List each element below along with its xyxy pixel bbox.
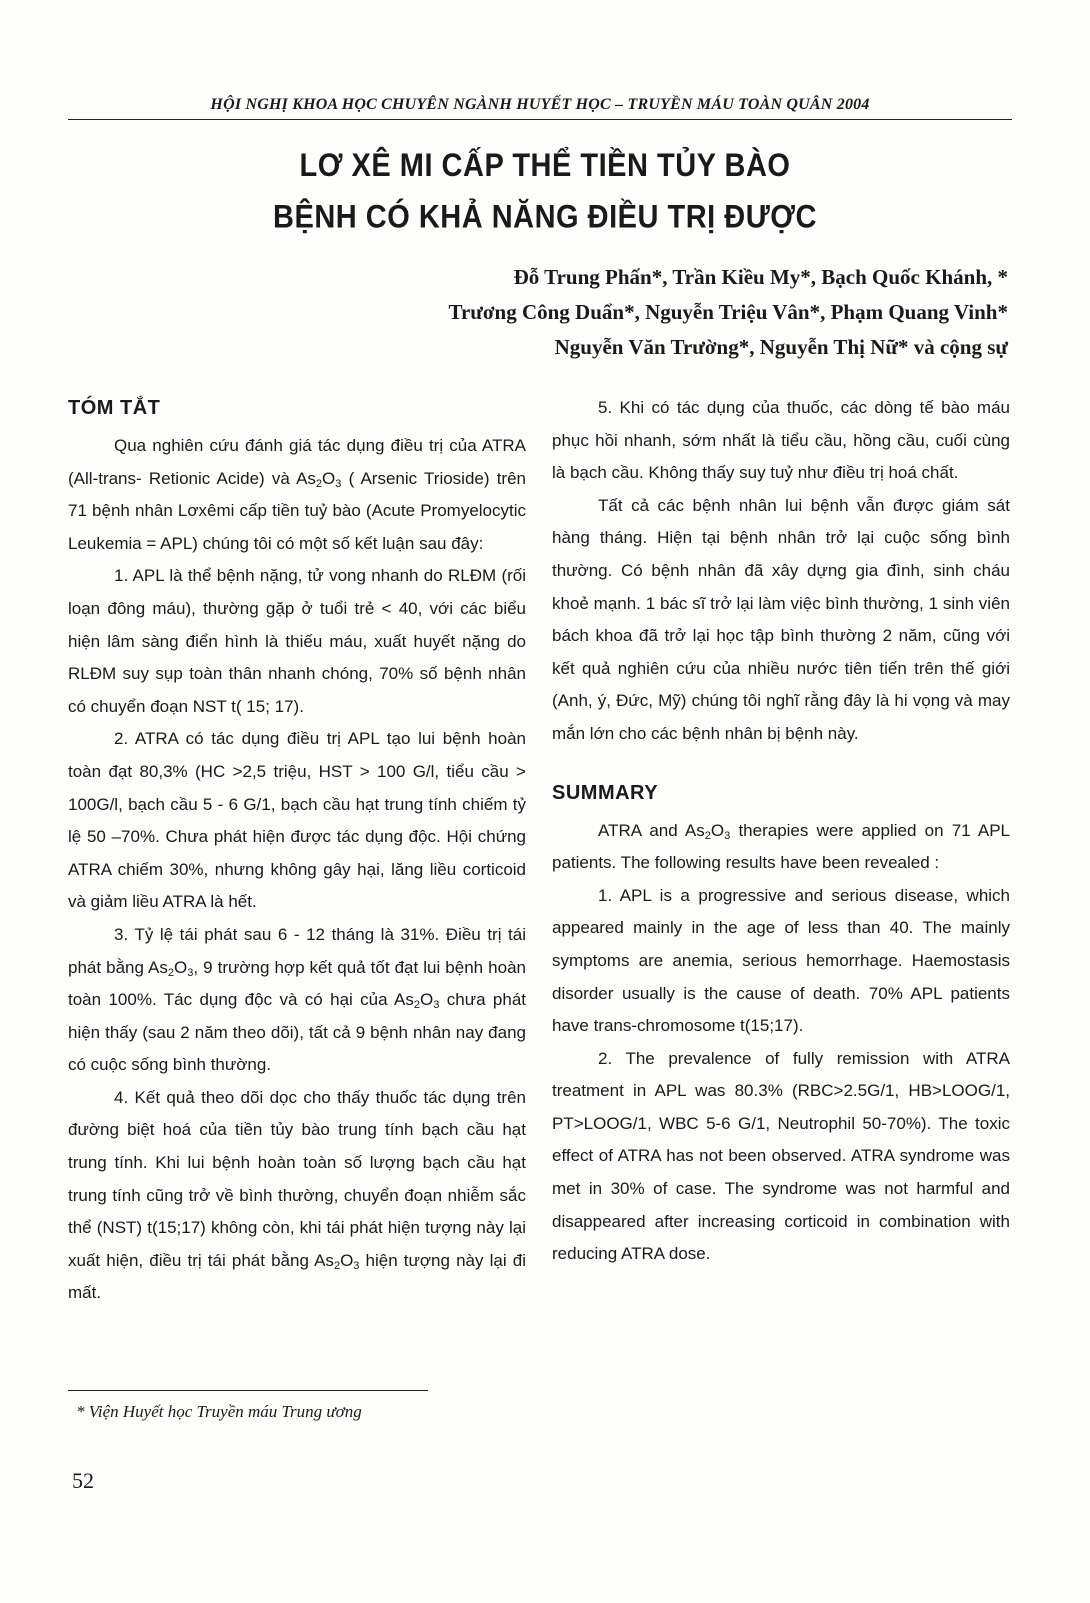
article-title [0, 140, 1090, 243]
abstract-heading: TÓM TẮT [68, 397, 161, 419]
author-list [248, 260, 1008, 365]
summary-point-1: 1. APL is a progressive and serious disease, which appeared mainly in the age of less than 40. The mainly symptoms are anemia, serious hemorrhage. Haemostasis disorder usually is the cause of death. 70% APL patients have trans-chromosome t(15;17). [552, 885, 1010, 1036]
header-rule [68, 119, 1012, 120]
author-line-2: Trương Công Duẩn*, Nguyễn Triệu Vân*, Phạm Quang Vinh* [448, 300, 1008, 324]
author-line-3: Nguyễn Văn Trường*, Nguyễn Thị Nữ* và cộng sự [554, 335, 1008, 359]
abstract-point-3: 3. Tỷ lệ tái phát sau 6 - 12 tháng là 31%. Điều trị tái phát bằng $As_2O_3$, 9 trường hợp kết quả tốt đạt lui bệnh hoàn toàn 100%. Tác dụng độc và có hại của $As_2O_3$ chưa phát hiện thấy (sau 2 năm theo dõi), tất cả 9 bệnh nhân nay đang có cuộc sống bình thường. [68, 924, 526, 1075]
abstract-point-2: 2. ATRA có tác dụng điều trị APL tạo lui bệnh hoàn toàn đạt 80,3% (HC >2,5 triệu, HST > 100 G/l, tiểu cầu > 100G/l, bạch cầu 5 - 6 G/1, bạch cầu hạt trung tính chiếm tỷ lệ 50 –70%. Chưa phát hiện được tác dụng độc. Hội chứng ATRA chiếm 30%, nhưng không gây hại, lăng liều corticoid và giảm liều ATRA là hết. [68, 729, 526, 912]
left-column [68, 392, 526, 1310]
summary-heading: SUMMARY [552, 781, 659, 804]
running-header: HỘI NGHỊ KHOA HỌC CHUYÊN NGÀNH HUYẾT HỌC – TRUYỀN MÁU TOÀN QUÂN 2004 [210, 96, 870, 113]
abstract-closing: Tất cả các bệnh nhân lui bệnh vẫn được giám sát hàng tháng. Hiện tại bệnh nhân trở lại cuộc sống bình thường. Có bệnh nhân đã xây dựng gia đình, sinh cháu khoẻ mạnh. 1 bác sĩ trở lại làm việc bình thường, 1 sinh viên bách khoa đã trở lại học tập bình thường 2 năm, cũng với kết quả nghiên cứu của nhiều nước tiên tiến trên thế giới (Anh, ý, Đức, Mỹ) chúng tôi nghĩ rằng đây là hi vọng và may mắn lớn cho các bệnh nhân bị bệnh này. [552, 495, 1010, 743]
abstract-point-1: 1. APL là thể bệnh nặng, tử vong nhanh do RLĐM (rối loạn đông máu), thường gặp ở tuổi trẻ < 40, với các biểu hiện lâm sàng điển hình là thiếu máu, xuất huyết nặng do RLĐM suy sụp toàn thân nhanh chóng, 70% số bệnh nhân có chuyển đoạn NST t( 15; 17). [68, 566, 526, 716]
page-number: 52 [72, 1468, 94, 1493]
summary-intro: ATRA and $As_2O_3$ therapies were applied on 71 APL patients. The following results have been revealed : [552, 820, 1010, 873]
abstract-point-4: 4. Kết quả theo dõi dọc cho thấy thuốc tác dụng trên đường biệt hoá của tiền tủy bào trung tính bạch cầu hạt trung tính. Khi lui bệnh hoàn toàn số lượng bạch cầu hạt trung tính cũng trở về bình thường, chuyển đoạn nhiễm sắc thể (NST) t(15;17) không còn, khi tái phát hiện tượng này lại xuất hiện, điều trị tái phát bằng $As_2O_3$ hiện tượng này lại đi mất. [68, 1087, 526, 1303]
title-line-1: LƠ XÊ MI CẤP THỂ TIỀN TỦY BÀO [299, 147, 791, 184]
abstract-intro: Qua nghiên cứu đánh giá tác dụng điều trị của ATRA (All-trans- Retionic Acide) và $As_2O_3$ ( Arsenic Trioside) trên 71 bệnh nhân Lơxêmi cấp tiền tuỷ bào (Acute Promyelocytic Leukemia = APL) chúng tôi có một số kết luận sau đây: [68, 436, 526, 553]
summary-point-2: 2. The prevalence of fully remission with ATRA treatment in APL was 80.3% (RBC>2.5G/1, HB>LOOG/1, PT>LOOG/1, WBC 5-6 G/1, Neutrophil 50-70%). The toxic effect of ATRA has not been observed. ATRA syndrome was met in 30% of case. The syndrome was not harmful and disappeared after increasing corticoid in combination with reducing ATRA dose. [552, 1048, 1010, 1264]
title-line-2: BỆNH CÓ KHẢ NĂNG ĐIỀU TRỊ ĐƯỢC [273, 199, 817, 236]
footnote-rule [68, 1390, 428, 1391]
abstract-point-5: 5. Khi có tác dụng của thuốc, các dòng tế bào máu phục hồi nhanh, sớm nhất là tiểu cầu, hồng cầu, cuối cùng là bạch cầu. Không thấy suy tuỷ như điều trị hoá chất. [552, 398, 1010, 483]
right-column [552, 392, 1010, 1271]
author-line-1: Đỗ Trung Phấn*, Trần Kiều My*, Bạch Quốc Khánh, * [513, 265, 1008, 289]
affiliation-footnote: * Viện Huyết học Truyền máu Trung ương [76, 1402, 362, 1421]
